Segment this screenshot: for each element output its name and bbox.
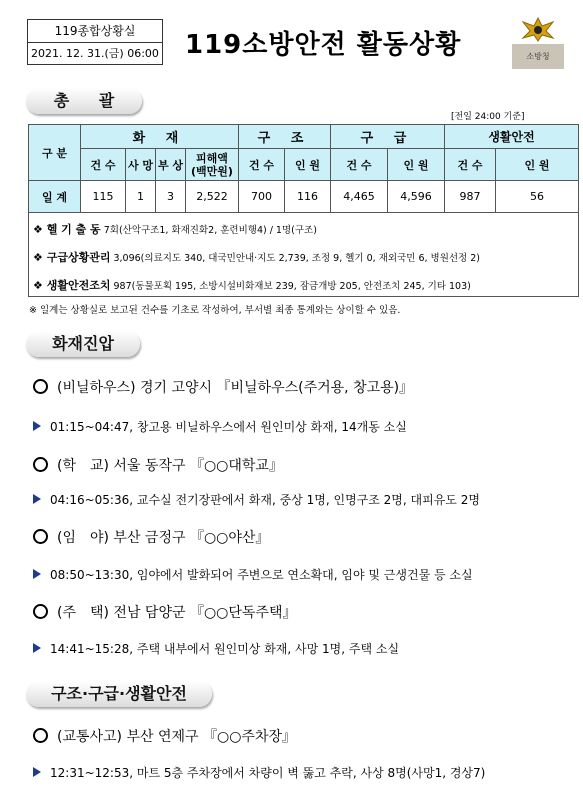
fire-item-desc xyxy=(33,418,407,435)
detail-text: 7회(산악구조1, 화재진화2, 훈련비행4) / 1명(구조) xyxy=(103,225,317,236)
item-title-text: (교통사고) 부산 연제구 『○○주차장』 xyxy=(57,729,296,745)
fire-damage-unit: (백만원) xyxy=(191,164,233,178)
summary-note: ※ 일계는 상황실로 보고된 건수를 기초로 작성하여, 부서별 최종 통계와는 상이할 수 있음. xyxy=(29,305,401,316)
group-ems: 구 급 xyxy=(331,125,445,149)
fire-death-header: 사 망 xyxy=(126,149,156,181)
cell-fire-damage: 2,522 xyxy=(186,181,239,213)
page-title: 119소방안전 활동상황 xyxy=(185,30,462,60)
cell-ems-count: 4,465 xyxy=(331,181,388,213)
fire-item-title xyxy=(33,377,413,397)
item-title-text: (임 야) 부산 금정구 『○○야산』 xyxy=(57,530,270,546)
rescue-people-header: 인 원 xyxy=(285,149,331,181)
detail-label: ❖ 생활안전조치 xyxy=(33,279,111,292)
rescue-section-title: 구조·구급·생활안전 xyxy=(26,681,212,707)
basis-time: [전일 24:00 기준] xyxy=(451,112,525,122)
emblem-logo xyxy=(512,14,564,69)
item-title-text: (주 택) 전남 담양군 『○○단독주택』 xyxy=(57,605,297,621)
item-desc-text: 12:31~12:53, 마트 5층 주차장에서 차량이 벽 뚫고 추락, 사상 8명(사망1, 경상7) xyxy=(50,766,486,780)
ems-count-header: 건 수 xyxy=(331,149,388,181)
emblem-text: 소방청 xyxy=(512,44,564,69)
fire-item-title xyxy=(33,455,283,475)
item-title-text: (비닐하우스) 경기 고양시 『비닐하우스(주거용, 창고용)』 xyxy=(57,380,414,396)
group-rescue: 구 조 xyxy=(239,125,331,149)
circle-bullet-icon xyxy=(33,728,48,743)
detail-helicopter xyxy=(33,221,317,237)
emblem-icon xyxy=(512,14,564,44)
report-datetime: 2021. 12. 31.(금) 06:00 xyxy=(31,47,159,60)
cell-rescue-people: 116 xyxy=(285,181,331,213)
fire-item-desc xyxy=(33,491,480,508)
fire-damage-header xyxy=(186,149,239,181)
cell-fire-injuries: 3 xyxy=(156,181,186,213)
triangle-bullet-icon xyxy=(33,569,41,579)
cell-ems-people: 4,596 xyxy=(388,181,445,213)
cell-life-count: 987 xyxy=(445,181,496,213)
ems-people-header: 인 원 xyxy=(388,149,445,181)
cell-fire-deaths: 1 xyxy=(126,181,156,213)
item-title-text: (학 교) 서울 동작구 『○○대학교』 xyxy=(57,458,283,474)
office-name: 119종합상황실 xyxy=(28,20,162,43)
item-desc-text: 04:16~05:36, 교수실 전기장판에서 화재, 중상 1명, 인명구조 2명, 대피유도 2명 xyxy=(50,493,480,507)
life-count-header: 건 수 xyxy=(445,149,496,181)
triangle-bullet-icon xyxy=(33,767,41,777)
detail-label: ❖ 구급상황관리 xyxy=(33,251,111,264)
rescue-item-title xyxy=(33,726,296,746)
fire-item-title xyxy=(33,527,269,547)
item-desc-text: 14:41~15:28, 주택 내부에서 원인미상 화재, 사망 1명, 주택 소실 xyxy=(50,642,400,656)
item-desc-text: 01:15~04:47, 창고용 비닐하우스에서 원인미상 화재, 14개동 소실 xyxy=(50,420,407,434)
summary-table xyxy=(28,124,579,213)
fire-damage-label: 피해액 xyxy=(196,151,228,165)
row-label-daily: 일 계 xyxy=(29,181,81,213)
detail-text: 3,096(의료지도 340, 대국민안내·지도 2,739, 조정 9, 헬기 0, 재외국민 6, 병원선정 2) xyxy=(113,253,481,264)
summary-section-title: 총 괄 xyxy=(26,88,142,114)
triangle-bullet-icon xyxy=(33,643,41,653)
cell-rescue-count: 700 xyxy=(239,181,285,213)
detail-text: 987(동물포획 195, 소방시설비화재보 239, 잠금개방 205, 안전조치 245, 기타 103) xyxy=(113,281,471,292)
rescue-count-header: 건 수 xyxy=(239,149,285,181)
group-life-safety: 생활안전 xyxy=(445,125,579,149)
fire-section-title: 화재진압 xyxy=(26,331,140,357)
detail-life-safety xyxy=(33,277,471,293)
col-category: 구 분 xyxy=(29,125,81,181)
header-info-box xyxy=(27,19,163,65)
fire-count-header: 건 수 xyxy=(81,149,126,181)
detail-label: ❖ 헬 기 출 동 xyxy=(33,223,101,236)
fire-item-title xyxy=(33,602,296,622)
summary-details xyxy=(28,213,579,297)
cell-fire-count: 115 xyxy=(81,181,126,213)
detail-ems-management xyxy=(33,249,480,265)
circle-bullet-icon xyxy=(33,604,48,619)
fire-item-desc xyxy=(33,566,473,583)
item-desc-text: 08:50~13:30, 임야에서 발화되어 주변으로 연소확대, 임야 및 근생건물 등 소실 xyxy=(50,568,473,582)
triangle-bullet-icon xyxy=(33,421,41,431)
group-fire: 화 재 xyxy=(81,125,239,149)
circle-bullet-icon xyxy=(33,529,48,544)
rescue-item-desc xyxy=(33,764,485,781)
fire-injury-header: 부 상 xyxy=(156,149,186,181)
fire-item-desc xyxy=(33,640,399,657)
cell-life-people: 56 xyxy=(496,181,579,213)
circle-bullet-icon xyxy=(33,457,48,472)
life-people-header: 인 원 xyxy=(496,149,579,181)
circle-bullet-icon xyxy=(33,379,48,394)
triangle-bullet-icon xyxy=(33,494,41,504)
